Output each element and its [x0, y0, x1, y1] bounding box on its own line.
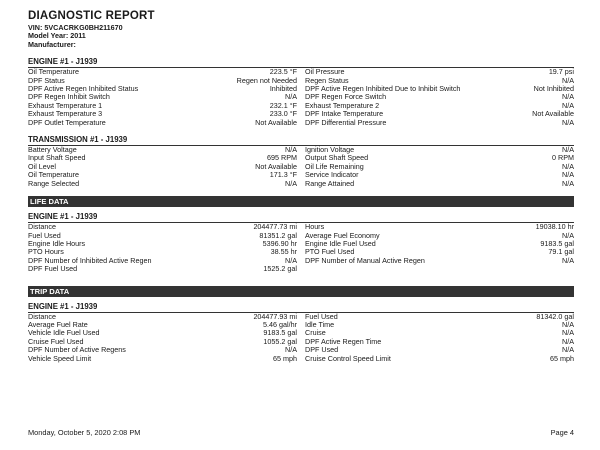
data-row-value: 232.1 °F — [269, 100, 297, 110]
engine-left-column — [28, 68, 301, 127]
data-row-label: Distance — [28, 222, 56, 232]
data-row-value: N/A — [562, 92, 574, 102]
data-row-value: N/A — [562, 255, 574, 265]
data-row — [28, 223, 297, 231]
report-title: DIAGNOSTIC REPORT — [28, 10, 155, 22]
data-row-label: DPF Regen Inhibit Switch — [28, 92, 110, 102]
data-row-label: Range Selected — [28, 178, 80, 188]
data-row-value: Not Available — [532, 109, 574, 119]
data-row-value: Not Available — [255, 117, 297, 127]
transmission-section-title: TRANSMISSION #1 - J1939 — [28, 135, 574, 146]
data-row-label: DPF Outlet Temperature — [28, 117, 106, 127]
data-row-label: PTO Hours — [28, 247, 64, 257]
data-row-value: N/A — [562, 170, 574, 180]
data-row-label: Cruise — [305, 328, 326, 338]
data-row-label: Battery Voltage — [28, 145, 77, 155]
data-row-value: N/A — [285, 345, 297, 355]
data-row-label: Input Shaft Speed — [28, 153, 86, 163]
transmission-left-column — [28, 146, 301, 188]
data-row-label: Exhaust Temperature 2 — [305, 100, 380, 110]
trip-engine-title: ENGINE #1 - J1939 — [28, 302, 574, 313]
data-row-label: Average Fuel Rate — [28, 319, 88, 329]
data-row-value: 9183.5 gal — [263, 328, 297, 338]
data-row-label: Engine Idle Fuel Used — [305, 238, 376, 248]
trip-data-bar: TRIP DATA — [28, 286, 574, 297]
data-row-label: Service Indicator — [305, 170, 359, 180]
data-row-label: Fuel Used — [28, 230, 61, 240]
data-row-value: N/A — [562, 336, 574, 346]
data-row-label: DPF Number of Inhibited Active Regen — [28, 255, 152, 265]
trip-right-column — [301, 313, 574, 363]
data-row-value: 695 RPM — [267, 153, 297, 163]
data-row-label: Regen Status — [305, 75, 349, 85]
data-row-label: DPF Number of Active Regens — [28, 345, 126, 355]
data-row-value: N/A — [562, 230, 574, 240]
data-row-value: 1055.2 gal — [263, 336, 297, 346]
data-row-label: DPF Number of Manual Active Regen — [305, 255, 425, 265]
data-row-label: Average Fuel Economy — [305, 230, 380, 240]
engine-right-column — [301, 68, 574, 127]
report-page — [28, 10, 574, 363]
data-row-value: 9183.5 gal — [540, 238, 574, 248]
data-row-label: Oil Pressure — [305, 67, 345, 77]
data-row-value: 81351.2 gal — [259, 230, 297, 240]
data-row-value: N/A — [562, 75, 574, 85]
data-row-label: Oil Life Remaining — [305, 161, 364, 171]
data-row-value: N/A — [562, 319, 574, 329]
data-row — [305, 180, 574, 188]
data-row-value: 65 mph — [550, 353, 574, 363]
data-row-value: N/A — [562, 117, 574, 127]
data-row-value: 171.3 °F — [269, 170, 297, 180]
trip-data-section — [28, 313, 574, 363]
data-row-value: 19038.10 hr — [535, 222, 574, 232]
data-row-value: 65 mph — [273, 353, 297, 363]
data-row-label: Oil Temperature — [28, 170, 79, 180]
data-row-value: 223.5 °F — [269, 67, 297, 77]
data-row-label: DPF Used — [305, 345, 339, 355]
data-row-value: N/A — [562, 345, 574, 355]
page-footer — [28, 428, 574, 437]
data-row-value: 204477.93 mi — [253, 311, 297, 321]
life-left-column — [28, 223, 301, 273]
footer-timestamp: Monday, October 5, 2020 2:08 PM — [28, 428, 141, 437]
data-row-label: DPF Differential Pressure — [305, 117, 387, 127]
data-row — [28, 240, 297, 248]
data-row-value: Inhibited — [269, 84, 297, 94]
data-row-label: Vehicle Speed Limit — [28, 353, 92, 363]
life-right-column — [301, 223, 574, 273]
engine-section-title: ENGINE #1 - J1939 — [28, 57, 574, 68]
data-row-value: N/A — [562, 328, 574, 338]
data-row — [305, 355, 574, 363]
data-row-value: 204477.73 mi — [253, 222, 297, 232]
data-row-value: N/A — [285, 92, 297, 102]
data-row-value: 5.46 gal/hr — [263, 319, 297, 329]
data-row-label: Range Attained — [305, 178, 355, 188]
data-row — [28, 180, 297, 188]
footer-page-number: Page 4 — [550, 428, 574, 437]
data-row-label: DPF Active Regen Inhibited Due to Inhibit Switch — [305, 84, 461, 94]
data-row-label: DPF Status — [28, 75, 65, 85]
data-row-label: Cruise Fuel Used — [28, 336, 84, 346]
data-row — [28, 119, 297, 127]
data-row-label: DPF Active Regen Time — [305, 336, 382, 346]
transmission-section — [28, 146, 574, 188]
model-year-line: Model Year: 2011 — [28, 31, 86, 41]
data-row-label: DPF Intake Temperature — [305, 109, 384, 119]
data-row — [305, 321, 574, 329]
data-row-value: 5396.90 hr — [262, 238, 297, 248]
data-row-label: Oil Level — [28, 161, 56, 171]
data-row — [305, 257, 574, 265]
data-row-value: Not Available — [255, 161, 297, 171]
data-row-label: Exhaust Temperature 3 — [28, 109, 103, 119]
engine-section — [28, 68, 574, 127]
data-row-label: Engine Idle Hours — [28, 238, 86, 248]
data-row-value: N/A — [562, 145, 574, 155]
data-row-value: 81342.0 gal — [536, 311, 574, 321]
data-row-value: N/A — [285, 145, 297, 155]
data-row-value: N/A — [285, 255, 297, 265]
data-row-value: 1525.2 gal — [263, 264, 297, 274]
data-row — [305, 119, 574, 127]
data-row-value: 38.55 hr — [270, 247, 297, 257]
data-row-label: Fuel Used — [305, 311, 338, 321]
vin-line: VIN: 5VCACRKG0BH211670 — [28, 23, 123, 32]
trip-left-column — [28, 313, 301, 363]
data-row-value: Regen not Needed — [236, 75, 297, 85]
life-data-bar: LIFE DATA — [28, 196, 574, 207]
data-row-value: N/A — [562, 100, 574, 110]
life-engine-title: ENGINE #1 - J1939 — [28, 212, 574, 223]
data-row-label: Ignition Voltage — [305, 145, 355, 155]
data-row — [305, 338, 574, 346]
manufacturer-line: Manufacturer: — [28, 39, 76, 49]
data-row-value: 19.7 psi — [548, 67, 574, 77]
data-row-label: Cruise Control Speed Limit — [305, 353, 391, 363]
data-row-label: Vehicle Idle Fuel Used — [28, 328, 100, 338]
data-row-label: DPF Fuel Used — [28, 264, 78, 274]
life-data-section — [28, 223, 574, 273]
data-row-label: Oil Temperature — [28, 67, 79, 77]
data-row-label: Hours — [305, 222, 325, 232]
data-row — [305, 313, 574, 321]
data-row-label: Distance — [28, 311, 56, 321]
data-row-value: N/A — [562, 161, 574, 171]
data-row-value: 79.1 gal — [548, 247, 574, 257]
data-row-label: PTO Fuel Used — [305, 247, 355, 257]
data-row — [28, 355, 297, 363]
data-row-label: DPF Active Regen Inhibited Status — [28, 84, 139, 94]
data-row-value: 0 RPM — [552, 153, 574, 163]
data-row-label: DPF Regen Force Switch — [305, 92, 387, 102]
data-row-label: Output Shaft Speed — [305, 153, 369, 163]
data-row-value: N/A — [562, 178, 574, 188]
data-row-value: 233.0 °F — [269, 109, 297, 119]
data-row-value: Not Inhibited — [533, 84, 574, 94]
data-row — [28, 265, 297, 273]
data-row-value: N/A — [285, 178, 297, 188]
data-row-label: Idle Time — [305, 319, 335, 329]
data-row-label: Exhaust Temperature 1 — [28, 100, 103, 110]
transmission-right-column — [301, 146, 574, 188]
